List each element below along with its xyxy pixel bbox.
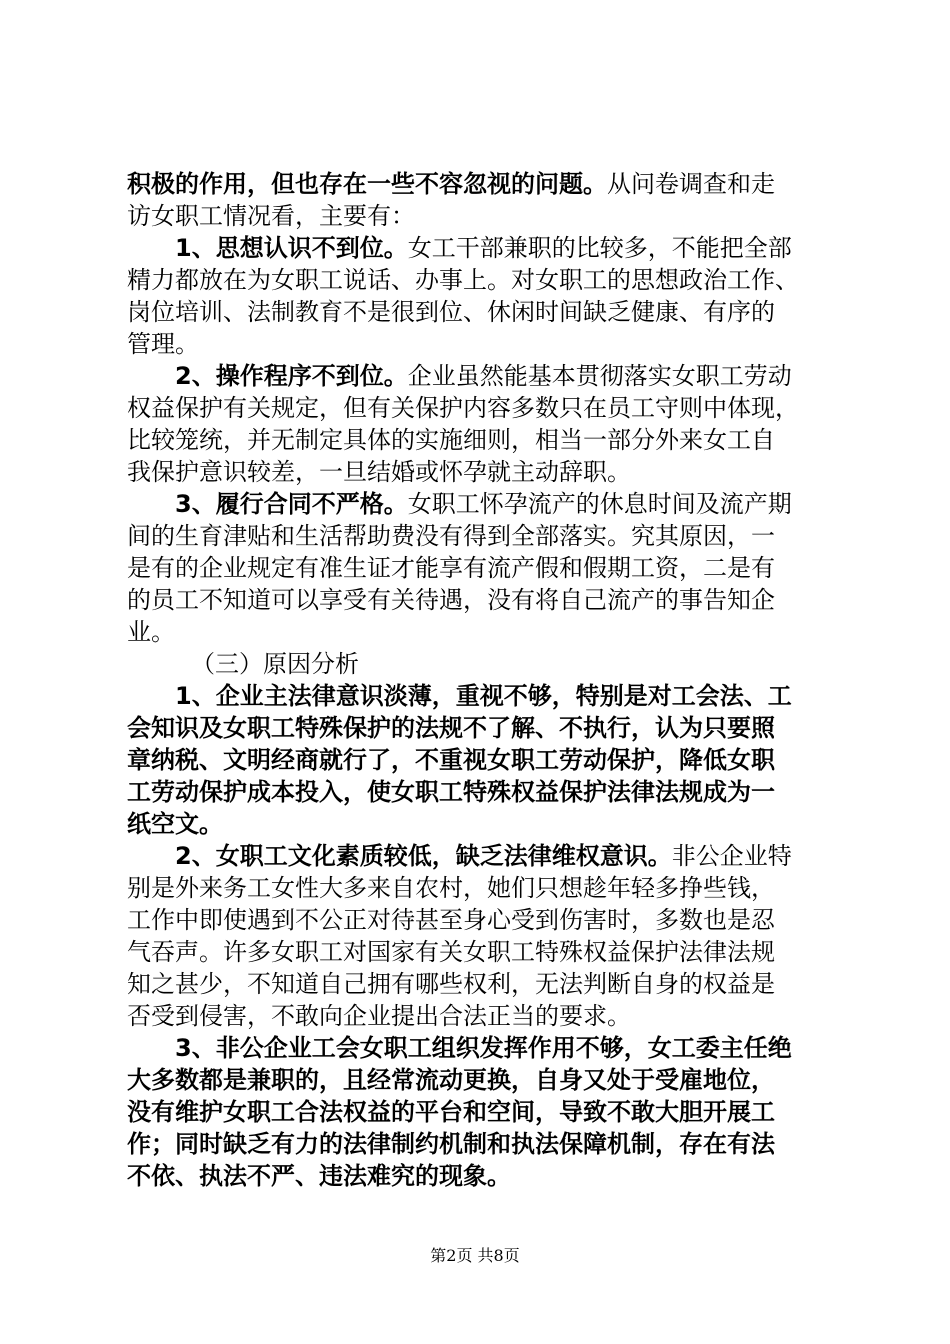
text-segment: 1、企业主法律意识淡薄，重视不够，特别是对工会法、工 (175, 682, 792, 710)
text-segment: 章纳税、文明经商就行了，不重视女职工劳动保护，降低女职 (127, 746, 775, 774)
text-line (127, 168, 832, 200)
text-segment: 我保护意识较差，一旦结婚或怀孕就主动辞职。 (127, 458, 631, 486)
text-segment: 比较笼统，并无制定具体的实施细则，相当一部分外来女工自 (127, 426, 775, 454)
section-heading (127, 648, 832, 680)
text-segment: 间的生育津贴和生活帮助费没有得到全部落实。究其原因，一 (127, 522, 775, 550)
text-segment: 是有的企业规定有准生证才能享有流产假和假期工资，二是有 (127, 554, 775, 582)
text-line (127, 264, 832, 296)
text-segment: 的员工不知道可以享受有关待遇，没有将自己流产的事告知企 (127, 586, 775, 614)
text-line (127, 392, 832, 424)
text-segment: 2、操作程序不到位。 (175, 362, 408, 390)
text-line (127, 712, 832, 744)
text-line (127, 296, 832, 328)
text-segment: 女职工怀孕流产的休息时间及流产期 (407, 490, 792, 518)
text-segment: 大多数都是兼职的，且经常流动更换，自身又处于受雇地位， (127, 1066, 775, 1094)
text-segment: 否受到侵害，不敢向企业提出合法正当的要求。 (127, 1002, 631, 1030)
text-segment: 权益保护有关规定，但有关保护内容多数只在员工守则中体现， (127, 394, 799, 422)
text-segment: 工作中即使遇到不公正对待甚至身心受到伤害时，多数也是忍 (127, 906, 775, 934)
text-line (127, 424, 832, 456)
paragraph-start (127, 680, 832, 712)
text-segment: 知之甚少，不知道自己拥有哪些权利，无法判断自身的权益是 (127, 970, 775, 998)
text-segment: 不依、执法不严、违法难究的现象。 (127, 1162, 511, 1190)
text-segment: 岗位培训、法制教育不是很到位、休闲时间缺乏健康、有序的 (127, 298, 775, 326)
text-segment: 企业虽然能基本贯彻落实女职工劳动 (407, 362, 792, 390)
text-line (127, 584, 832, 616)
text-line (127, 200, 832, 232)
text-line (127, 968, 832, 1000)
text-segment: 3、履行合同不严格。 (175, 490, 408, 518)
text-segment: 别是外来务工女性大多来自农村，她们只想趁年轻多挣些钱， (127, 874, 775, 902)
text-segment: 3、非公企业工会女职工组织发挥作用不够，女工委主任绝 (175, 1034, 792, 1062)
text-line (127, 616, 832, 648)
text-segment: 积极的作用，但也存在一些不容忽视的问题。 (127, 170, 607, 198)
paragraph-start (127, 1032, 832, 1064)
text-segment: 纸空文。 (127, 810, 223, 838)
text-segment: 1、思想认识不到位。 (175, 234, 408, 262)
text-line (127, 1128, 832, 1160)
text-line (127, 1064, 832, 1096)
text-segment: 工劳动保护成本投入，使女职工特殊权益保护法律法规成为一 (127, 778, 775, 806)
paragraph-start (127, 840, 832, 872)
text-segment: 管理。 (127, 330, 199, 358)
text-segment: 没有维护女职工合法权益的平台和空间，导致不敢大胆开展工 (127, 1098, 775, 1126)
text-segment: 从问卷调查和走 (607, 170, 775, 198)
text-line (127, 1160, 832, 1192)
text-segment: 气吞声。许多女职工对国家有关女职工特殊权益保护法律法规 (127, 938, 775, 966)
text-segment: 会知识及女职工特殊保护的法规不了解、不执行，认为只要照 (127, 714, 775, 742)
text-line (127, 1096, 832, 1128)
text-segment: （三）原因分析 (191, 650, 359, 678)
text-line (127, 904, 832, 936)
text-line (127, 552, 832, 584)
text-segment: 精力都放在为女职工说话、办事上。对女职工的思想政治工作、 (127, 266, 799, 294)
text-line (127, 520, 832, 552)
text-segment: 非公企业特 (671, 842, 792, 870)
text-line (127, 936, 832, 968)
text-segment: 女工干部兼职的比较多，不能把全部 (407, 234, 792, 262)
text-line (127, 328, 832, 360)
paragraph-start (127, 488, 832, 520)
document-body (127, 168, 832, 1192)
text-line (127, 808, 832, 840)
text-segment: 业。 (127, 618, 175, 646)
paragraph-start (127, 360, 832, 392)
text-line (127, 1000, 832, 1032)
text-segment: 2、女职工文化素质较低，缺乏法律维权意识。 (175, 842, 672, 870)
paragraph-start (127, 232, 832, 264)
text-line (127, 744, 832, 776)
text-segment: 作；同时缺乏有力的法律制约机制和执法保障机制，存在有法 (127, 1130, 775, 1158)
text-line (127, 456, 832, 488)
text-line (127, 776, 832, 808)
text-segment: 访女职工情况看，主要有： (127, 202, 415, 230)
page-footer: 第2页 共8页 (430, 1246, 520, 1265)
text-line (127, 872, 832, 904)
